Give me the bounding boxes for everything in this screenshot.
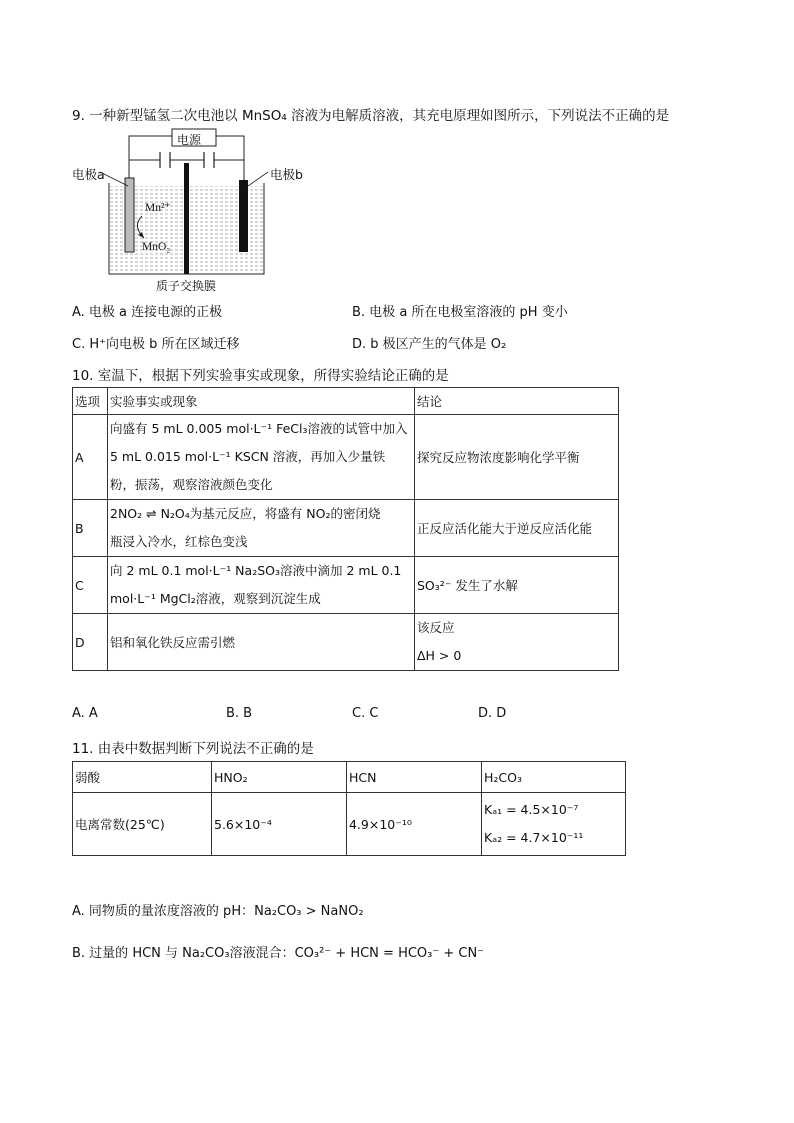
table-row bbox=[73, 415, 619, 500]
fact-line: 向 2 mL 0.1 mol·L⁻¹ Na₂SO₃溶液中滴加 2 mL 0.1 bbox=[110, 563, 402, 578]
header-weak-acid: 弱酸 bbox=[73, 762, 212, 793]
mn-ion-label: Mn²⁺ bbox=[145, 202, 171, 214]
q9-option-b: B. 电极 a 所在电极室溶液的 pH 变小 bbox=[352, 305, 568, 320]
q9-stem: 9. 一种新型锰氢二次电池以 MnSO₄ 溶液为电解质溶液，其充电原理如图所示，下列说法不正确的是 bbox=[72, 108, 670, 124]
header-option: 选项 bbox=[73, 388, 108, 415]
conclusion-line: 该反应 bbox=[417, 620, 455, 635]
q11-stem: 11. 由表中数据判断下列说法不正确的是 bbox=[72, 741, 314, 757]
ka1-value: Kₐ₁ = 4.5×10⁻⁷ bbox=[484, 802, 579, 817]
row-fact: 铝和氧化铁反应需引燃 bbox=[108, 614, 415, 671]
q9-option-c: C. H⁺向电极 b 所在区域迁移 bbox=[72, 337, 240, 352]
row-conclusion: SO₃²⁻ 发生了水解 bbox=[415, 557, 619, 614]
q11-table bbox=[72, 761, 626, 856]
header-hno2: HNO₂ bbox=[212, 762, 347, 793]
fact-line: 向盛有 5 mL 0.005 mol·L⁻¹ FeCl₃溶液的试管中加入 bbox=[110, 421, 408, 436]
q11-option-b: B. 过量的 HCN 与 Na₂CO₃溶液混合：CO₃²⁻ + HCN = HCO₃⁻ + CN⁻ bbox=[72, 946, 485, 961]
table-row bbox=[73, 557, 619, 614]
table-row bbox=[73, 500, 619, 557]
row-fact bbox=[108, 415, 415, 500]
row-conclusion: 正反应活化能大于逆反应活化能 bbox=[415, 500, 619, 557]
electrode-b-label: 电极b bbox=[270, 167, 303, 182]
q10-answer-a: A. A bbox=[72, 706, 98, 721]
row-fact bbox=[108, 500, 415, 557]
row-conclusion: 探究反应物浓度影响化学平衡 bbox=[415, 415, 619, 500]
row-option: A bbox=[73, 415, 108, 500]
header-fact: 实验事实或现象 bbox=[108, 388, 415, 415]
header-h2co3: H₂CO₃ bbox=[482, 762, 626, 793]
mno2-label: MnO₂ bbox=[142, 241, 171, 253]
electrode-a-rod bbox=[125, 178, 134, 252]
q10-answer-d: D. D bbox=[478, 706, 507, 721]
table-header-row bbox=[73, 388, 619, 415]
row-label-ionization-constant: 电离常数(25℃) bbox=[73, 793, 212, 856]
ka2-value: Kₐ₂ = 4.7×10⁻¹¹ bbox=[484, 830, 584, 845]
electrode-a-label: 电极a bbox=[72, 167, 105, 182]
value-hno2: 5.6×10⁻⁴ bbox=[212, 793, 347, 856]
membrane-label: 质子交换膜 bbox=[156, 279, 217, 293]
q10-answer-b: B. B bbox=[226, 706, 253, 721]
header-hcn: HCN bbox=[347, 762, 482, 793]
row-fact bbox=[108, 557, 415, 614]
fact-line: 粉，振荡，观察溶液颜色变化 bbox=[110, 477, 273, 492]
q11-option-a: A. 同物质的量浓度溶液的 pH：Na₂CO₃ > NaNO₂ bbox=[72, 904, 364, 919]
row-conclusion bbox=[415, 614, 619, 671]
row-option: C bbox=[73, 557, 108, 614]
q10-answer-c: C. C bbox=[352, 706, 379, 721]
fact-line: 瓶浸入冷水，红棕色变浅 bbox=[110, 534, 248, 549]
value-hcn: 4.9×10⁻¹⁰ bbox=[347, 793, 482, 856]
battery-diagram bbox=[70, 128, 320, 278]
value-h2co3 bbox=[482, 793, 626, 856]
row-option: B bbox=[73, 500, 108, 557]
power-label: 电源 bbox=[177, 133, 202, 147]
table-header-row bbox=[73, 762, 626, 793]
row-option: D bbox=[73, 614, 108, 671]
q9-option-d: D. b 极区产生的气体是 O₂ bbox=[352, 337, 507, 352]
table-row bbox=[73, 793, 626, 856]
header-conclusion: 结论 bbox=[415, 388, 619, 415]
q10-table bbox=[72, 387, 619, 671]
fact-line: mol·L⁻¹ MgCl₂溶液，观察到沉淀生成 bbox=[110, 591, 321, 606]
q9-option-a: A. 电极 a 连接电源的正极 bbox=[72, 305, 223, 320]
fact-line: 5 mL 0.015 mol·L⁻¹ KSCN 溶液，再加入少量铁 bbox=[110, 449, 386, 464]
fact-line: 2NO₂ ⇌ N₂O₄为基元反应，将盛有 NO₂的密闭烧 bbox=[110, 506, 381, 521]
table-row bbox=[73, 614, 619, 671]
proton-exchange-membrane bbox=[184, 163, 189, 274]
electrode-b-rod bbox=[239, 180, 248, 252]
q10-stem: 10. 室温下，根据下列实验事实或现象，所得实验结论正确的是 bbox=[72, 368, 449, 384]
conclusion-line: ΔH > 0 bbox=[417, 648, 462, 663]
